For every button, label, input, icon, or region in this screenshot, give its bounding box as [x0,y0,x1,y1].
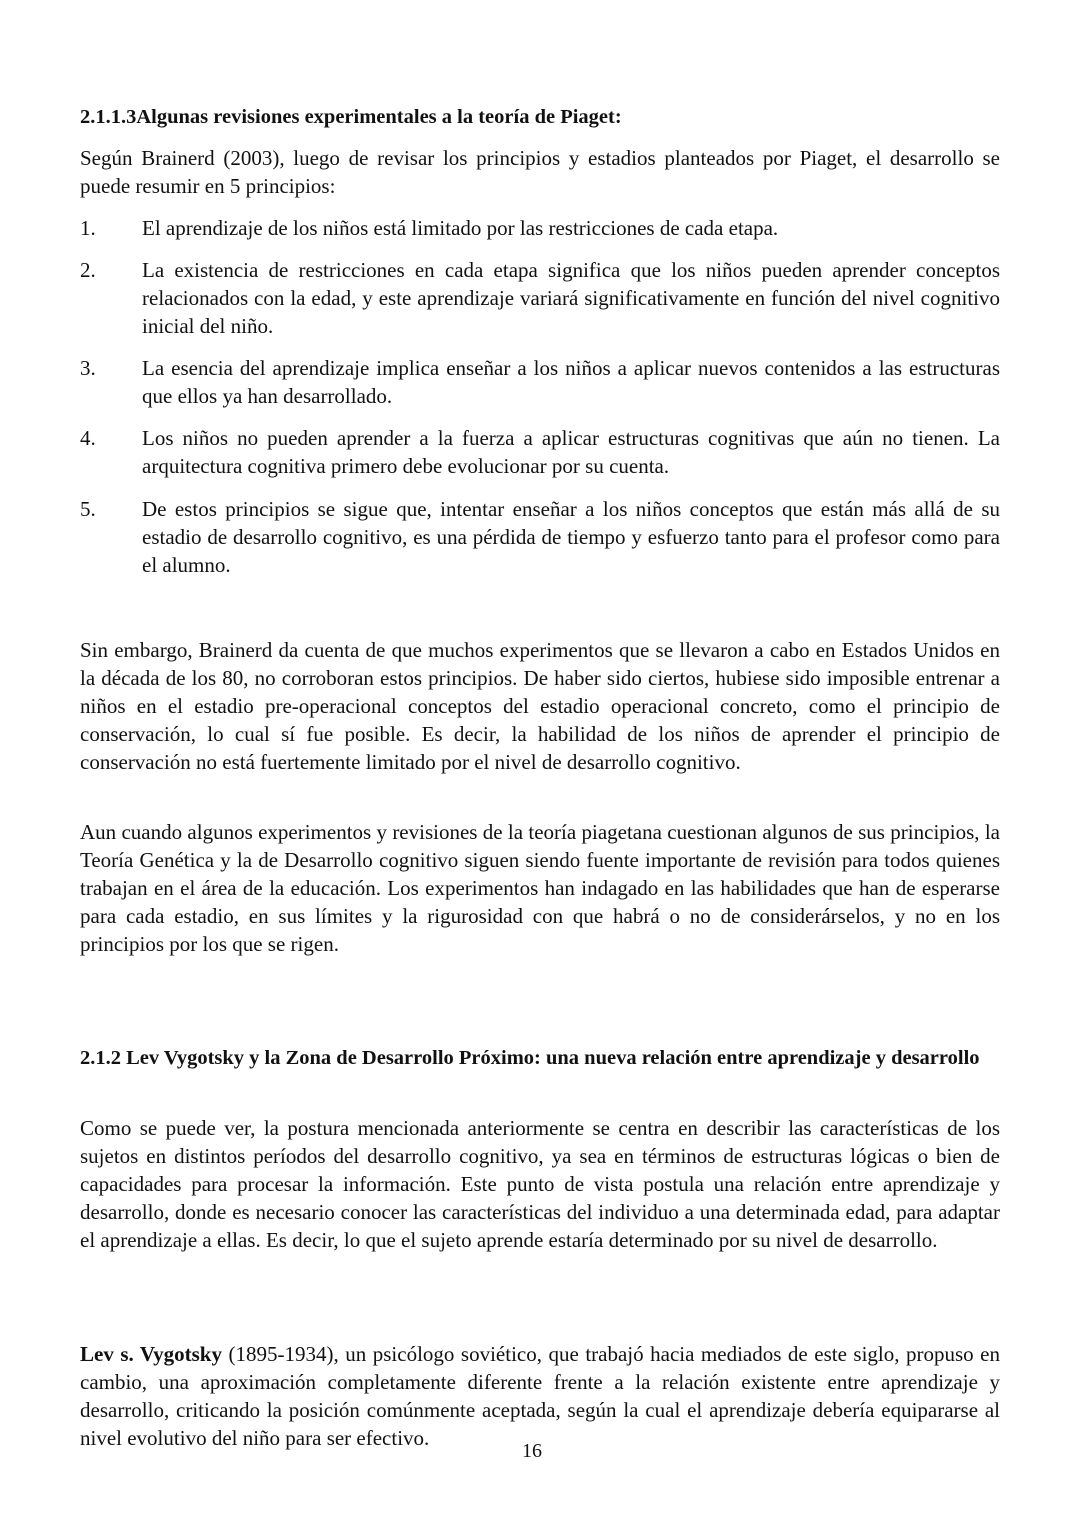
section-heading-piaget-revisions: 2.1.1.3Algunas revisiones experimentales a la teoría de Piaget: [80,106,622,128]
list-text: La existencia de restricciones en cada etapa significa que los niños pueden aprender conceptos relacionados con la edad, y este aprendizaje variará significativamente en función del nivel cognitivo inicial del niño. [142,258,1000,338]
list-number: 3. [80,356,96,380]
list-number: 1. [80,216,96,240]
paragraph-text: (1895-1934), un psicólogo soviético, que trabajó hacia mediados de este siglo, propuso en cambio, una aproximación completamente diferente frente a la relación existente entre aprendizaje y desarrollo, criticando la posición comúnmente aceptada, según la cual el aprendizaje debería equipararse al nivel evolutivo del niño para ser efectivo. [80,1342,1001,1450]
author-name: Lev s. Vygotsky [80,1342,222,1366]
list-item [80,495,1000,579]
list-text: De estos principios se sigue que, intentar enseñar a los niños conceptos que están más allá de su estadio de desarrollo cognitivo, es una pérdida de tiempo y esfuerzo tanto para el profesor como para el alumno. [142,497,1000,577]
intro-paragraph: Según Brainerd (2003), luego de revisar los principios y estadios planteados por Piaget, el desarrollo se puede resumir en 5 principios: [80,146,1000,198]
list-text: La esencia del aprendizaje implica enseñar a los niños a aplicar nuevos contenidos a las estructuras que ellos ya han desarrollado. [142,356,1000,408]
list-number: 2. [80,258,96,282]
section-heading-vygotsky: 2.1.2 Lev Vygotsky y la Zona de Desarrollo Próximo: una nueva relación entre aprendizaje y desarrollo [80,1047,980,1069]
list-number: 5. [80,497,96,521]
page-number: 16 [522,1440,542,1462]
body-paragraph: Como se puede ver, la postura mencionada anteriormente se centra en describir las características de los sujetos en distintos períodos del desarrollo cognitivo, ya sea en términos de estructuras lógicas o bien de capacidades para procesar la información. Este punto de vista postula una relación entre aprendizaje y desarrollo, donde es necesario conocer las características del individuo a una determinada edad, para adaptar el aprendizaje a ellas. Es decir, lo que el sujeto aprende estaría determinado por su nivel de desarrollo. [80,1116,1000,1252]
list-text: Los niños no pueden aprender a la fuerza a aplicar estructuras cognitivas que aún no tienen. La arquitectura cognitiva primero debe evolucionar por su cuenta. [142,426,1000,478]
list-item [80,354,1000,410]
list-item [80,256,1000,340]
list-text: El aprendizaje de los niños está limitado por las restricciones de cada etapa. [142,216,779,240]
list-number: 4. [80,426,96,450]
body-paragraph: Sin embargo, Brainerd da cuenta de que muchos experimentos que se llevaron a cabo en Estados Unidos en la década de los 80, no corroboran estos principios. De haber sido ciertos, hubiese sido imposible entrenar a niños en el estadio pre-operacional conceptos del estadio operacional concreto, como el principio de conservación, lo cual sí fue posible. Es decir, la habilidad de los niños de aprender el principio de conservación no está fuertemente limitado por el nivel de desarrollo cognitivo. [80,638,1000,774]
list-item [80,424,1000,480]
body-paragraph: Aun cuando algunos experimentos y revisiones de la teoría piagetana cuestionan algunos de sus principios, la Teoría Genética y la de Desarrollo cognitivo siguen siendo fuente importante de revisión para todos quienes trabajan en el área de la educación. Los experimentos han indagado en las habilidades que han de esperarse para cada estadio, en sus límites y la rigurosidad con que habrá o no de considerárselos, y no en los principios por los que se rigen. [80,820,1000,956]
body-paragraph [80,1340,1000,1452]
list-item [80,214,1000,242]
